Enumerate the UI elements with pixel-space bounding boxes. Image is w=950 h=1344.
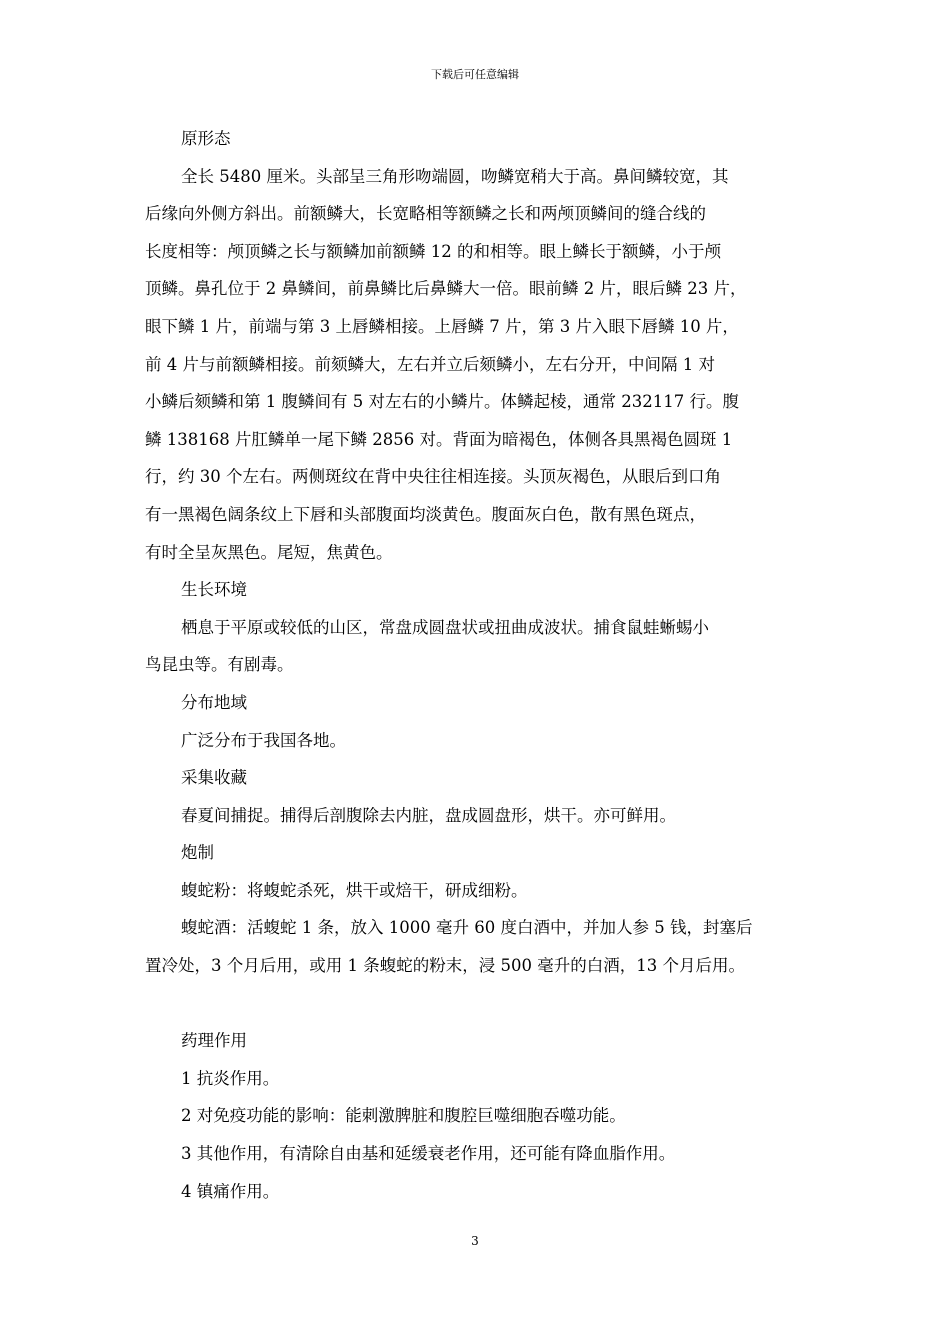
morphology-line-3: 长度相等：颅顶鳞之长与额鳞加前额鳞 12 的和相等。眼上鳞长于额鳞，小于颅 [145,241,721,261]
morphology-line-8: 鳞 138168 片肛鳞单一尾下鳞 2856 对。背面为暗褐色，体侧各具黑褐色圆斑 1 [145,429,733,449]
paragraph-spacer [145,985,815,1023]
morphology-line-1: 全长 5480 厘米。头部呈三角形吻端圆，吻鳞宽稍大于高。鼻间鳞较宽，其 [181,166,729,186]
section-heading-morphology: 原形态 [181,129,231,148]
section-heading-collection: 采集收藏 [181,768,247,788]
processing-line-2: 蝮蛇酒：活蝮蛇 1 条，放入 1000 毫升 60 度白酒中，并加人参 5 钱，封塞后 [181,918,753,938]
morphology-line-9: 行，约 30 个左右。两侧斑纹在背中央往往相连接。头顶灰褐色，从眼后到口角 [145,467,721,487]
habitat-line-2: 鸟昆虫等。有剧毒。 [145,655,294,675]
morphology-line-2: 后缘向外侧方斜出。前额鳞大，长宽略相等额鳞之长和两颅顶鳞间的缝合线的 [145,204,706,224]
morphology-line-4: 顶鳞。鼻孔位于 2 鼻鳞间，前鼻鳞比后鼻鳞大一倍。眼前鳞 2 片，眼后鳞 23 片， [145,279,747,299]
section-heading-processing: 炮制 [181,843,214,863]
processing-line-3: 置冷处，3 个月后用，或用 1 条蝮蛇的粉末，浸 500 毫升的白酒，13 个月后用。 [145,956,745,976]
section-heading-pharmacology: 药理作用 [181,1031,247,1051]
distribution-line-1: 广泛分布于我国各地。 [181,730,346,750]
header-note: 下载后可任意编辑 [431,68,519,81]
pharmacology-item-2: 2 对免疫功能的影响：能刺激脾脏和腹腔巨噬细胞吞噬功能。 [181,1106,626,1126]
morphology-line-5: 眼下鳞 1 片，前端与第 3 上唇鳞相接。上唇鳞 7 片，第 3 片入眼下唇鳞 10 片， [145,316,739,336]
page-number: 3 [471,1234,479,1248]
section-heading-habitat: 生长环境 [181,580,247,600]
morphology-line-7: 小鳞后颏鳞和第 1 腹鳞间有 5 对左右的小鳞片。体鳞起棱，通常 232117 行。腹 [145,392,739,412]
collection-line-1: 春夏间捕捉。捕得后剖腹除去内脏，盘成圆盘形，烘干。亦可鲜用。 [181,805,676,825]
pharmacology-item-3: 3 其他作用，有清除自由基和延缓衰老作用，还可能有降血脂作用。 [181,1144,676,1164]
pharmacology-item-4: 4 镇痛作用。 [181,1181,280,1201]
section-heading-distribution: 分布地域 [181,692,247,712]
document-body [145,120,815,1210]
pharmacology-item-1: 1 抗炎作用。 [181,1068,280,1088]
habitat-line-1: 栖息于平原或较低的山区，常盘成圆盘状或扭曲成波状。捕食鼠蛙蜥蜴小 [181,617,709,637]
morphology-line-6: 前 4 片与前额鳞相接。前颏鳞大，左右并立后颏鳞小，左右分开，中间隔 1 对 [145,354,715,374]
morphology-line-10: 有一黑褐色阔条纹上下唇和头部腹面均淡黄色。腹面灰白色，散有黑色斑点， [145,504,706,524]
morphology-line-11: 有时全呈灰黑色。尾短，焦黄色。 [145,542,393,562]
processing-line-1: 蝮蛇粉：将蝮蛇杀死，烘干或焙干，研成细粉。 [181,880,528,900]
